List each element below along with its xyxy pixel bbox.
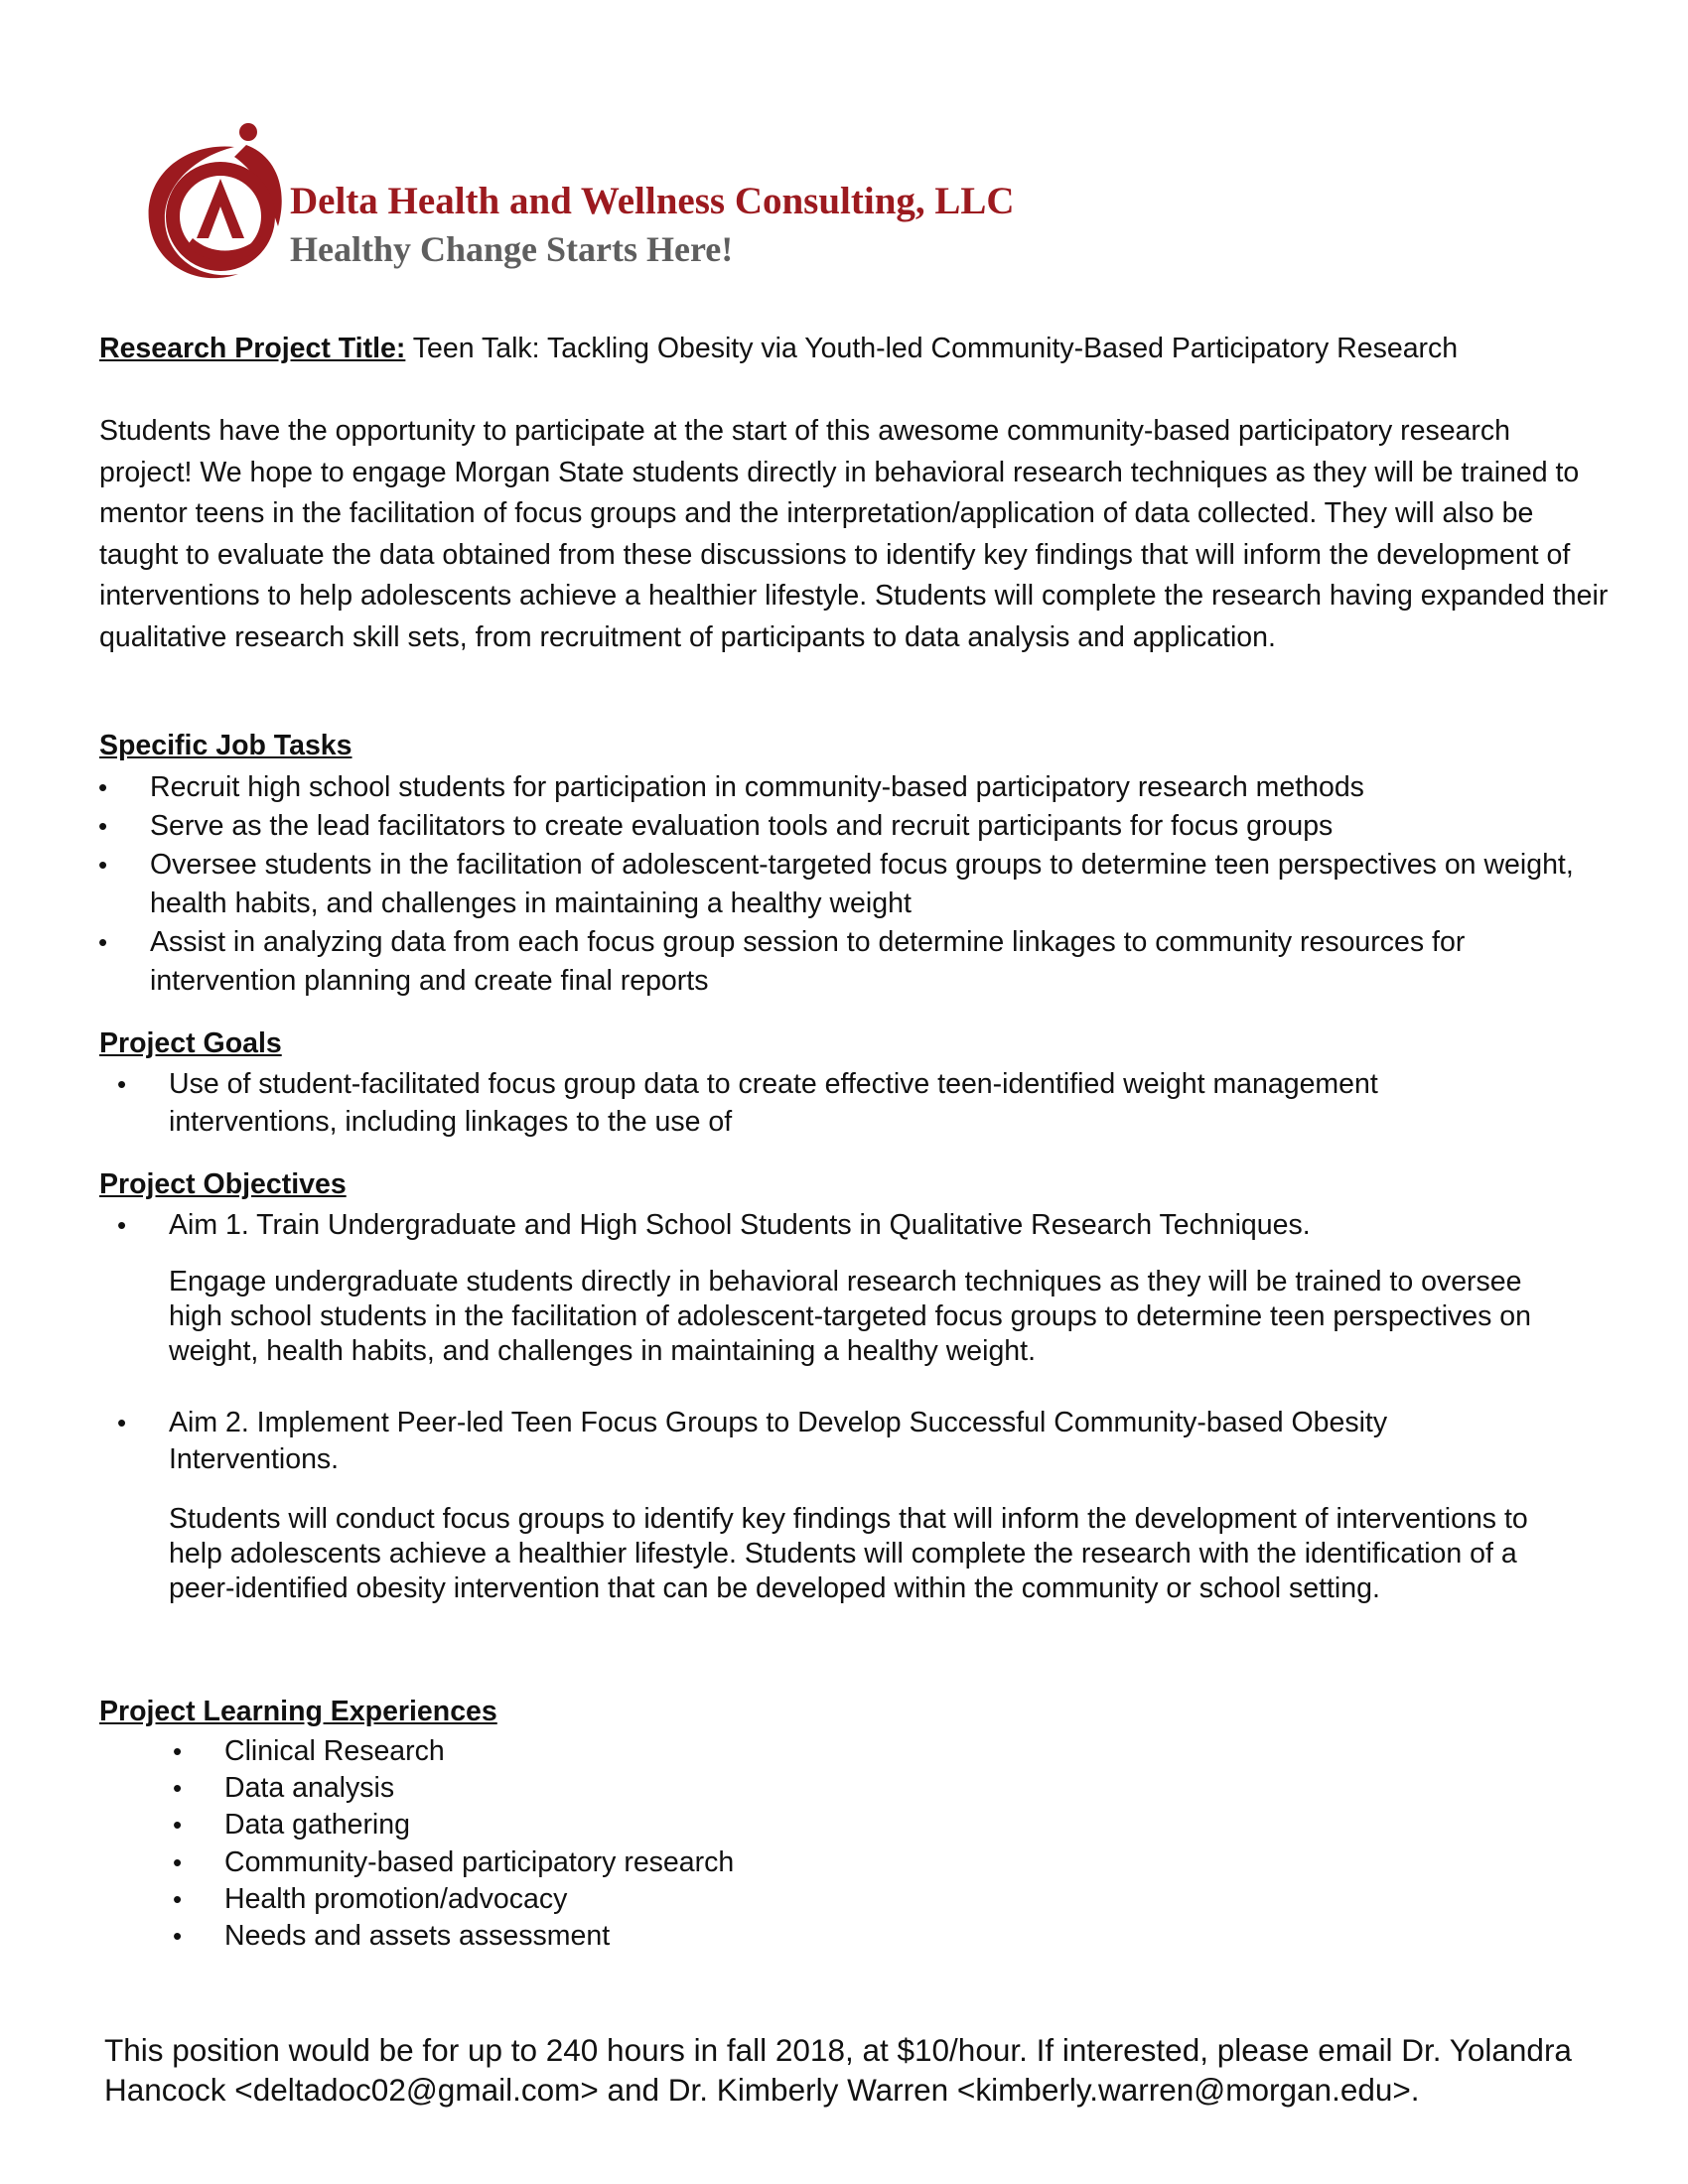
project-title-text: Teen Talk: Tackling Obesity via Youth-led Community-Based Participatory Research <box>405 333 1459 364</box>
aim-2-detail: Students will conduct focus groups to identify key findings that will inform the development of interventions to help adolescents achieve a healthier lifestyle. Students will complete the research with the identification of a peer-identified obesity intervention that can be developed within the community or school setting. <box>169 1503 1528 1604</box>
list-item: • Data analysis <box>224 1770 1118 1807</box>
list-item: • Health promotion/advocacy <box>224 1881 1118 1918</box>
learning-experiences-list <box>224 1733 1118 1955</box>
list-item: • Data gathering <box>224 1807 1118 1843</box>
list-item: • Aim 2. Implement Peer-led Teen Focus Groups to Develop Successful Community-based Obesity Interventions. <box>169 1405 1539 1478</box>
list-item: • Serve as the lead facilitators to create evaluation tools and recruit participants for focus groups <box>150 807 1580 846</box>
project-objectives-heading: Project Objectives <box>99 1168 347 1200</box>
job-tasks-heading: Specific Job Tasks <box>99 730 352 761</box>
list-item: • Needs and assets assessment <box>224 1918 1118 1955</box>
list-item: • Aim 1. Train Undergraduate and High School Students in Qualitative Research Techniques. <box>169 1207 1539 1244</box>
position-footer: This position would be for up to 240 hours in fall 2018, at $10/hour. If interested, please email Dr. Yolandra Hancock <deltadoc02@gmail.com> and Dr. Kimberly Warren <kimberly.warren@morgan.edu>. <box>104 2032 1572 2108</box>
project-title-label: Research Project Title: <box>99 333 406 364</box>
project-title-line <box>99 329 1609 370</box>
list-item: • Assist in analyzing data from each focus group session to determine linkages to community resources for intervention planning and create final reports <box>150 923 1580 1001</box>
company-name: Delta Health and Wellness Consulting, LLC <box>290 180 1015 222</box>
list-item: • Community-based participatory research <box>224 1844 1118 1881</box>
intro-paragraph: Students have the opportunity to participate at the start of this awesome community-based participatory research project! We hope to engage Morgan State students directly in behavioral research techniques as they will be trained to mentor teens in the facilitation of focus groups and the interpretation/application of data collected. They will also be taught to evaluate the data obtained from these discussions to identify key findings that will inform the development of interventions to help adolescents achieve a healthier lifestyle. Students will complete the research having expanded their qualitative research skill sets, from recruitment of participants to data analysis and application. <box>99 415 1609 653</box>
project-goals-list <box>169 1065 1460 1141</box>
company-tagline: Healthy Change Starts Here! <box>290 229 734 269</box>
list-item: • Use of student-facilitated focus group data to create effective teen-identified weight management interventions, including linkages to the use of <box>169 1065 1460 1141</box>
list-item: • Clinical Research <box>224 1733 1118 1770</box>
learning-experiences-heading: Project Learning Experiences <box>99 1696 497 1727</box>
objective-aim-2 <box>169 1405 1539 1478</box>
list-item: • Recruit high school students for participation in community-based participatory research methods <box>150 768 1580 807</box>
objective-aim-1 <box>169 1207 1539 1244</box>
aim-1-detail: Engage undergraduate students directly in behavioral research techniques as they will be trained to oversee high school students in the facilitation of adolescent-targeted focus groups to determine teen perspectives on weight, health habits, and challenges in maintaining a healthy weight. <box>169 1266 1532 1367</box>
list-item: • Oversee students in the facilitation of adolescent-targeted focus groups to determine teen perspectives on weight, health habits, and challenges in maintaining a healthy weight <box>150 846 1580 923</box>
project-goals-heading: Project Goals <box>99 1027 282 1059</box>
circular-figure-logo-icon <box>139 117 288 286</box>
job-tasks-list <box>150 768 1580 1001</box>
